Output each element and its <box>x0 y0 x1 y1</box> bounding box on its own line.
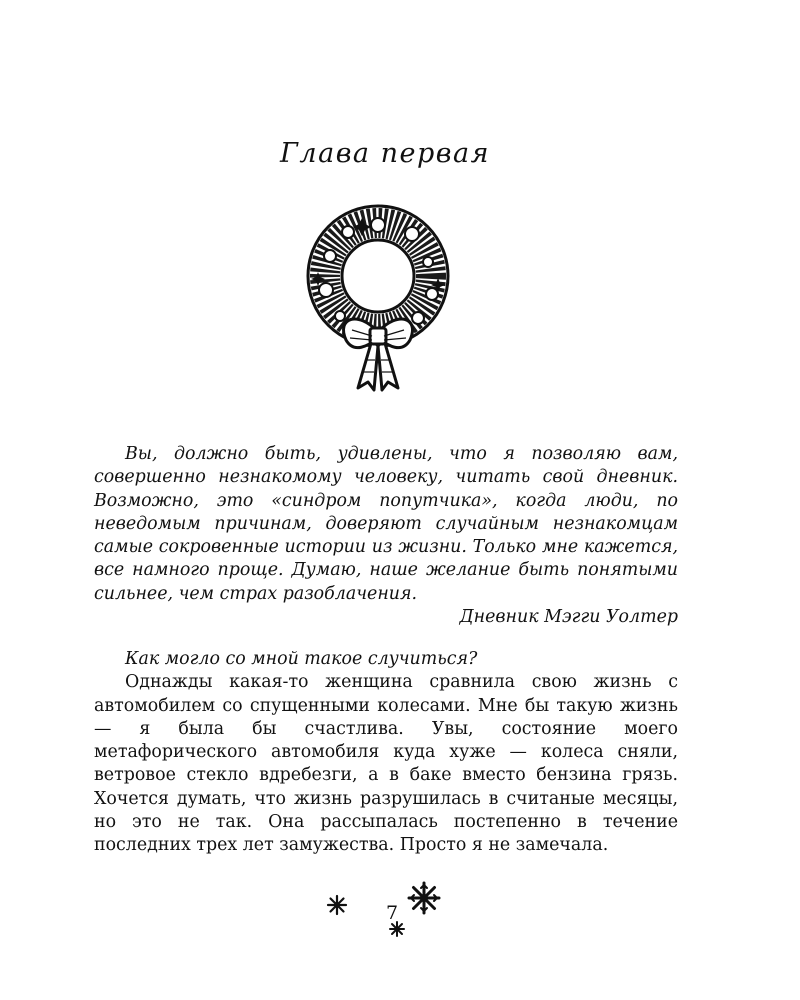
epigraph-text: Вы, должно быть, удивлены, что я позволяю вам, совершенно незнакомому человеку, читать свой дневник. Возможно, это «синдром попутчика», когда люди, по неведомым причинам, доверяют случайным незнакомцам самые сокровенные истории из жизни. Только мне кажется, все намного проще. Думаю, наше желание быть понятыми сильнее, чем страх разоблачения. <box>94 444 678 604</box>
epigraph <box>94 443 678 629</box>
epigraph-attribution: Дневник Мэгги Уолтер <box>459 607 678 628</box>
opening-question: Как могло со мной такое случиться? <box>125 649 478 669</box>
chapter-body <box>94 648 678 858</box>
body-paragraph: Однажды какая-то женщина сравнила свою жизнь с автомобилем со спущенными колесами. Мне бы такую жизнь — я была бы счастлива. Увы, состояние моего метафорического автомобиля куда хуже — колеса сняли, ветровое стекло вдребезги, а в баке вместо бензина грязь. Хочется думать, что жизнь разрушилась в считаные месяцы, но это не так. Она рассыпалась постепенно в течение последних трех лет замужества. Просто я не замечала. <box>94 672 678 856</box>
snowflake-icon <box>406 880 442 916</box>
wreath-icon <box>288 200 468 395</box>
snowflake-icon <box>388 920 406 938</box>
chapter-title: Глава первая <box>280 138 490 169</box>
snowflake-icon <box>326 894 348 916</box>
page-footer <box>320 880 450 940</box>
page-number: 7 <box>385 902 399 924</box>
